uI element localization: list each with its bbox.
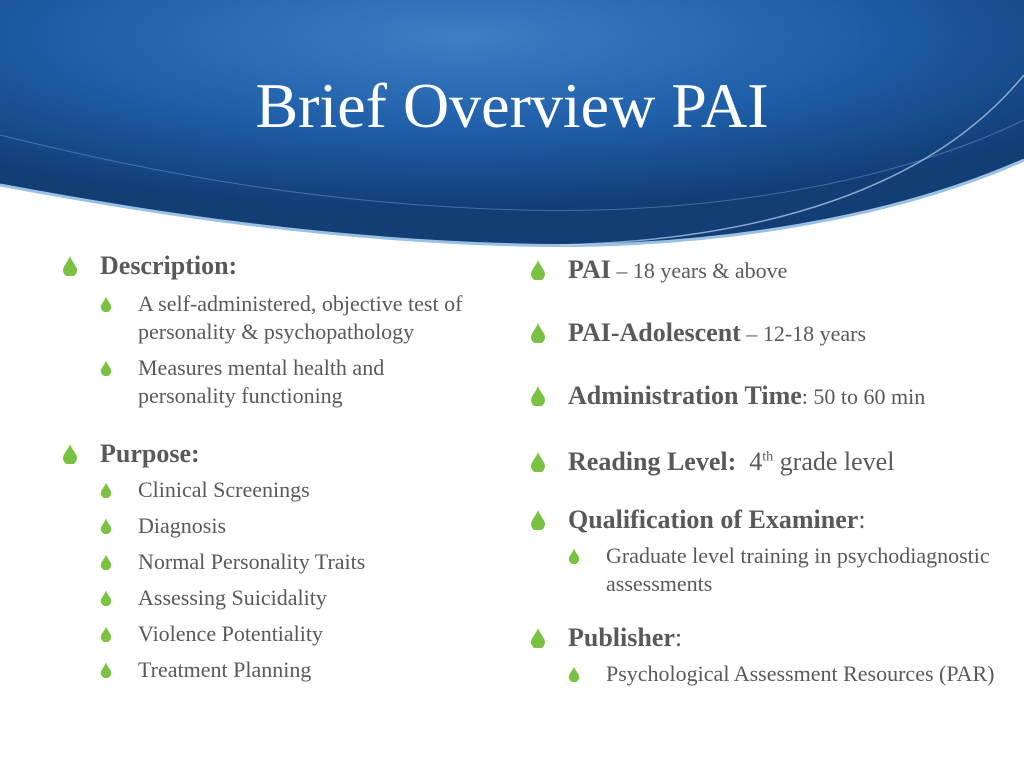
purpose-text: Violence Potentiality: [138, 621, 324, 646]
pai-adolescent-value: – 12-18 years: [740, 321, 867, 346]
purpose-text: Treatment Planning: [138, 657, 312, 682]
reading-level-row: [530, 446, 1010, 478]
droplet-bullet-icon: [100, 662, 112, 678]
droplet-bullet-icon: [100, 590, 112, 606]
pai-value: – 18 years & above: [610, 258, 788, 283]
qualification-colon: :: [858, 505, 866, 534]
droplet-bullet-icon: [100, 296, 112, 312]
purpose-item: [100, 656, 482, 684]
pai-row: [530, 254, 1010, 287]
droplet-bullet-icon: [530, 452, 546, 472]
left-column: [62, 250, 482, 684]
reading-level-value: grade level: [773, 447, 895, 476]
droplet-bullet-icon: [100, 626, 112, 642]
purpose-item: [100, 620, 482, 648]
reading-level-suffix: th: [762, 449, 774, 465]
admin-time-value: : 50 to 60 min: [801, 384, 926, 409]
purpose-item: [100, 512, 482, 540]
droplet-bullet-icon: [100, 518, 112, 534]
droplet-bullet-icon: [568, 548, 580, 564]
pai-adolescent-row: [530, 317, 1010, 350]
pai-label: PAI: [568, 255, 611, 284]
pai-adolescent-label: PAI-Adolescent: [568, 318, 741, 347]
right-column: [530, 254, 1010, 688]
purpose-item: [100, 476, 482, 504]
description-section: [62, 250, 482, 282]
droplet-bullet-icon: [100, 482, 112, 498]
reading-level-number: 4: [749, 447, 763, 476]
publisher-text: Psychological Assessment Resources (PAR): [606, 661, 995, 686]
admin-time-label: Administration Time: [568, 381, 802, 410]
purpose-text: Assessing Suicidality: [138, 585, 327, 610]
description-label: Description:: [100, 251, 238, 280]
admin-time-row: [530, 380, 1010, 413]
droplet-bullet-icon: [100, 360, 112, 376]
publisher-item: [568, 660, 1010, 688]
purpose-item: [100, 584, 482, 612]
description-item: [100, 290, 482, 346]
droplet-bullet-icon: [62, 444, 78, 464]
purpose-item: [100, 548, 482, 576]
qualification-row: [530, 504, 1010, 536]
droplet-bullet-icon: [62, 256, 78, 276]
description-item: [100, 354, 482, 410]
droplet-bullet-icon: [530, 323, 546, 343]
reading-level-label: Reading Level:: [568, 447, 737, 476]
droplet-bullet-icon: [100, 554, 112, 570]
purpose-text: Normal Personality Traits: [138, 549, 366, 574]
droplet-bullet-icon: [530, 386, 546, 406]
description-text: Measures mental health and personality functioning: [138, 355, 385, 408]
droplet-bullet-icon: [568, 666, 580, 682]
qualification-label: Qualification of Examiner: [568, 505, 859, 534]
qualification-text: Graduate level training in psychodiagnostic assessments: [606, 543, 990, 596]
purpose-text: Diagnosis: [138, 513, 226, 538]
purpose-label: Purpose:: [100, 439, 200, 468]
purpose-text: Clinical Screenings: [138, 477, 310, 502]
publisher-row: [530, 622, 1010, 654]
description-text: A self-administered, objective test of personality & psychopathology: [138, 291, 463, 344]
qualification-item: [568, 542, 1010, 598]
publisher-colon: :: [674, 623, 683, 652]
droplet-bullet-icon: [530, 510, 546, 530]
droplet-bullet-icon: [530, 628, 546, 648]
droplet-bullet-icon: [530, 260, 546, 280]
slide-title: Brief Overview PAI: [255, 70, 769, 141]
publisher-label: Publisher: [568, 623, 675, 652]
purpose-section: [62, 438, 482, 470]
